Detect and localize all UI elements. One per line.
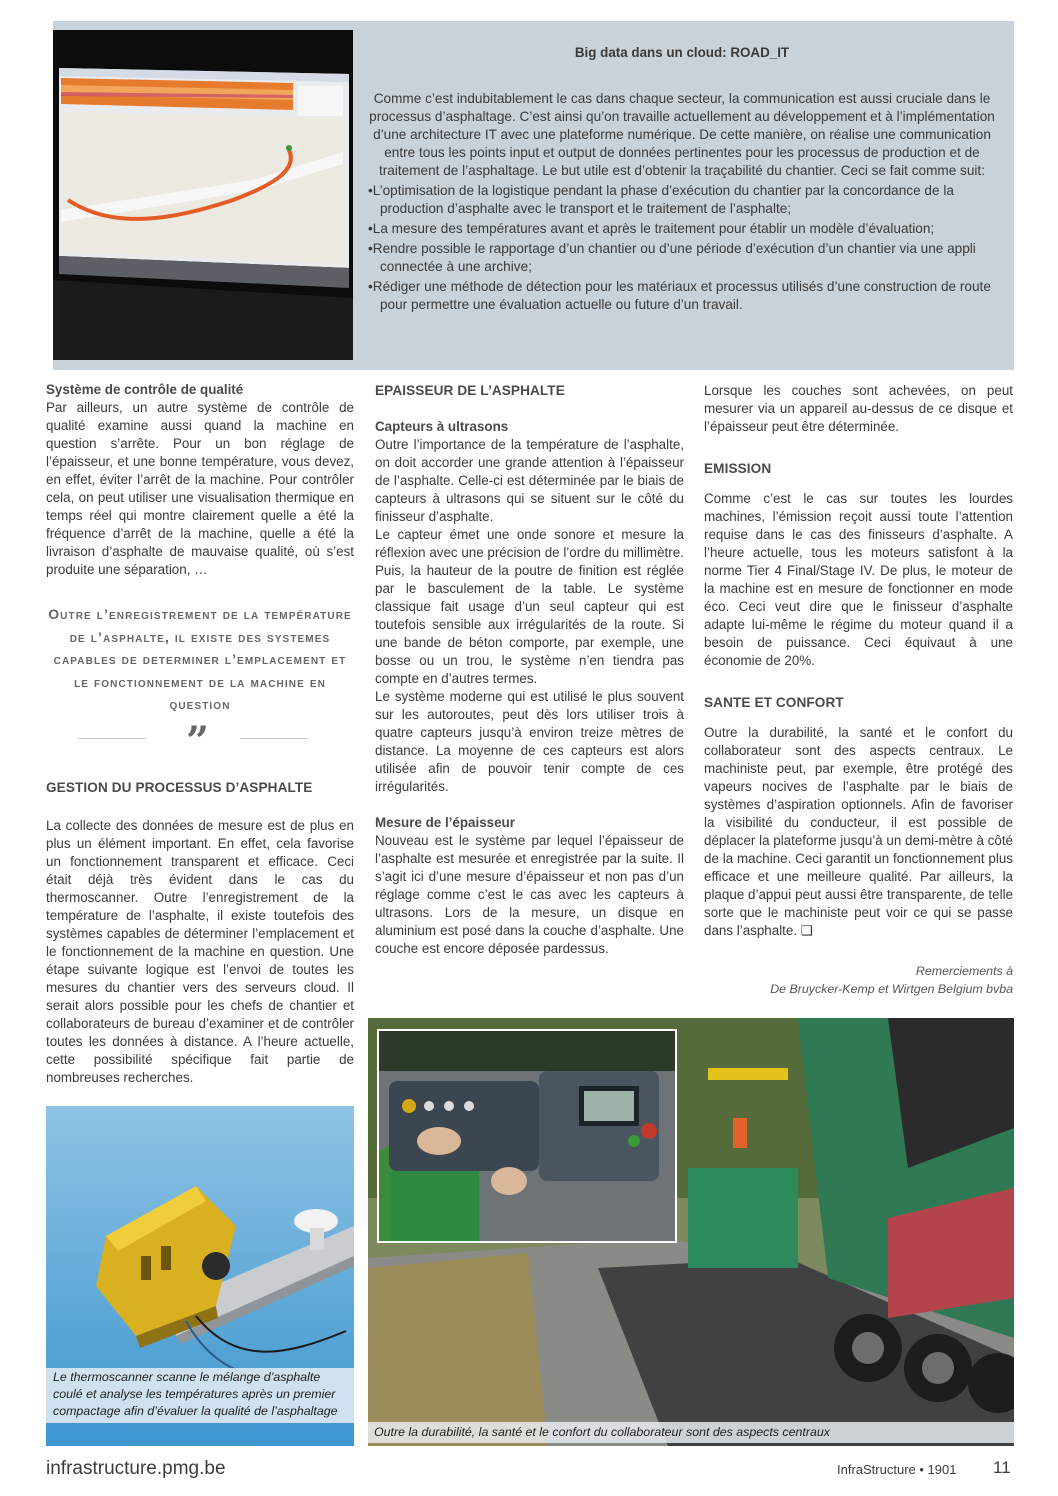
acknowledgement <box>704 962 1013 998</box>
info-box-text <box>368 44 996 314</box>
paragraph: Le système moderne qui est utilisé le plus souvent sur les autoroutes, peut dès lors utiliser trois à quatre capteurs jusqu’à environ treize mètres de distance. La moyenne de ces capteurs est alors utilisée afin de pouvoir tenir compte de ces irrégularités. <box>375 689 684 794</box>
bullet-item: •La mesure des températures avant et après le traitement pour établir un modèle d’évaluation; <box>368 221 935 236</box>
paragraph: Puis, la hauteur de la poutre de finition est réglée par le basculement de la table. Le système classique fait usage d’un seul capteur qui est toutefois sensible aux irrégularités de la route. Si une bande de béton comporte, par exemple, une bosse ou un trou, le système n’en tiendra pas compte en d’autres termes. <box>375 563 684 686</box>
bullet-item: •Rédiger une méthode de détection pour les matériaux et processus utilisés d’une construction de route pour permettre une évaluation actuelle ou future d’un travail. <box>368 279 991 312</box>
paragraph: Le capteur émet une onde sonore et mesure la réflexion avec une précision de l’ordre du millimètre. <box>375 527 684 560</box>
subheading-quality-control: Système de contrôle de qualité <box>46 382 244 397</box>
pull-quote-text: Outre l’enregistrement de la température de l’asphalte, il existe des systemes capables de determiner l’emplacement et le fonctionnement de la machine en question <box>48 606 352 712</box>
column-1-top <box>46 381 354 579</box>
subheading-thickness-measurement: Mesure de l’épaisseur <box>375 815 515 830</box>
pull-quote <box>46 604 354 717</box>
page-number: 11 <box>993 1458 1011 1477</box>
info-box-title: Big data dans un cloud: ROAD_IT <box>574 45 790 60</box>
paragraph: Lorsque les couches sont achevées, on peut mesurer via un appareil au-dessus de ce disque et l’épaisseur peut être déterminée. <box>704 383 1013 434</box>
control-panel-photo <box>377 1029 677 1243</box>
software-screenshot-image <box>53 30 353 360</box>
bullet-item: •Rendre possible le rapportage d’un chantier ou d’une période d’exécution d’un chantier via une appli connectée à une archive; <box>368 241 976 274</box>
paragraph: Outre la durabilité, la santé et le confort du collaborateur sont des aspects centraux. Le machiniste peut, par exemple, être protégé des vapeurs nocives de l’asphalte par le biais de systèmes d’aspiration optionnels. Afin de favoriser la visibilité du conducteur, il est possible de déplacer la plateforme jusqu’à un demi-mètre à côté de la machine. Ceci garantit un fonctionnement plus efficace et une meilleure qualité. Par ailleurs, la plaque d’appui peut aussi être transparente, de telle sorte que le machiniste peut voir ce qui se passe dans l’asphalte. ❑ <box>704 725 1013 938</box>
paragraph: Nouveau est le système par lequel l’épaisseur de l’asphalte est mesurée et enregistrée par la suite. Il s’agit ici d’une mesure d’épaisseur et non pas d’un réglage comme c’est le cas avec les capteurs à ultrasons. Lors de la mesure, un disque en aluminium est posé dans la couche d’asphalte. Une couche est encore déposée pardessus. <box>375 833 684 956</box>
acknowledgement-line: De Bruycker-Kemp et Wirtgen Belgium bvba <box>770 982 1013 996</box>
paragraph: Comme c’est le cas sur toutes les lourdes machines, l’émission reçoit aussi toute l’attention requise dans le cas des finisseurs d’asphalte. A l’heure actuelle, tous les moteurs satisfont à la norme Tier 4 Final/Stage IV. De plus, le moteur de la machine est en mesure de fonctionner en mode éco. Ceci veut dire que le finisseur d’asphalte adapte lui-même le régime du moteur quand il a besoin de puissance. Ceci équivaut à une économie de 20%. <box>704 491 1013 668</box>
heading-health-comfort: SANTE ET CONFORT <box>704 695 844 710</box>
photo-caption-left: Le thermoscanner scanne le mélange d’asphalte coulé et analyse les températures après un premier compactage afin d’évaluer la qualité de l’asphaltage <box>46 1368 354 1423</box>
column-1-bottom <box>46 779 354 1087</box>
magazine-issue: InfraStructure • 1901 <box>837 1462 957 1477</box>
acknowledgement-line: Remerciements à <box>915 964 1013 978</box>
paragraph: Outre l’importance de la température de l’asphalte, on doit accorder une grande attention à l’épaisseur de l’asphalte. Celle-ci est déterminée par le biais de capteurs à ultrasons qui se situent sur le côté du finisseur d’asphalte. <box>375 437 684 524</box>
quote-divider-left <box>78 738 146 739</box>
heading-process-management: GESTION DU PROCESSUS D’ASPHALTE <box>46 780 313 795</box>
quote-divider-right <box>240 738 308 739</box>
info-box-intro: Comme c’est indubitablement le cas dans chaque secteur, la communication est aussi cruciale dans le processus d’asphaltage. C’est ainsi qu’on travaille actuellement au développement et à l’implémentation d’une architecture IT avec une plateforme numérique. De cette manière, on réalise une communication entre tous les points input et output de données pertinentes pour les processus de production et de traitement de l’asphaltage. Le but utile est d’obtenir la traçabilité du chantier. Ceci se fait comme suit: <box>369 91 995 178</box>
heading-asphalt-thickness: EPAISSEUR DE L’ASPHALTE <box>375 383 565 398</box>
bullet-item: •L’optimisation de la logistique pendant la phase d’exécution du chantier par la concordance de la production d’asphalte avec le transport et le traitement de l’asphalte; <box>368 183 954 216</box>
column-2 <box>375 382 684 958</box>
subheading-ultrasonic-sensors: Capteurs à ultrasons <box>375 419 509 434</box>
website-link[interactable]: infrastructure.pmg.be <box>46 1458 226 1479</box>
column-3 <box>704 382 1013 998</box>
photo-caption-right: Outre la durabilité, la santé et le confort du collaborateur sont des aspects centraux <box>368 1422 1014 1443</box>
paragraph: Par ailleurs, un autre système de contrôle de qualité examine aussi quand la machine en question s’arrête. Pour un bon réglage de l’épaisseur, et une bonne température, vous devez, en effet, éviter l’arrêt de la machine. Pour contrôler cela, on peut utiliser une visualisation thermique en temps réel qui montre clairement quelle a été la fréquence d’arrêt de la machine, quelle a été la livraison d’asphalte de mauvaise qualité, où s’est produite une séparation, … <box>46 400 354 577</box>
paragraph: La collecte des données de mesure est de plus en plus un élément important. En effet, cela favorise un fonctionnement transparent et efficace. Ceci était déjà très évident dans le cas du thermoscanner. Outre l’enregistrement de la température de l’asphalte, il existe toutefois des systèmes capables de déterminer l’emplacement et le fonctionnement de la machine en question. Une étape suivante logique est l’envoi de toutes les mesures du chantier vers des serveurs cloud. Il serait alors possible pour les chefs de chantier et collaborateurs de bureau d’examiner et de contrôler toutes les données à distance. A l’heure actuelle, cette possibilité spécifique fait partie de nombreuses recherches. <box>46 818 354 1085</box>
quote-mark-icon: ” <box>186 718 210 765</box>
heading-emission: EMISSION <box>704 461 772 476</box>
